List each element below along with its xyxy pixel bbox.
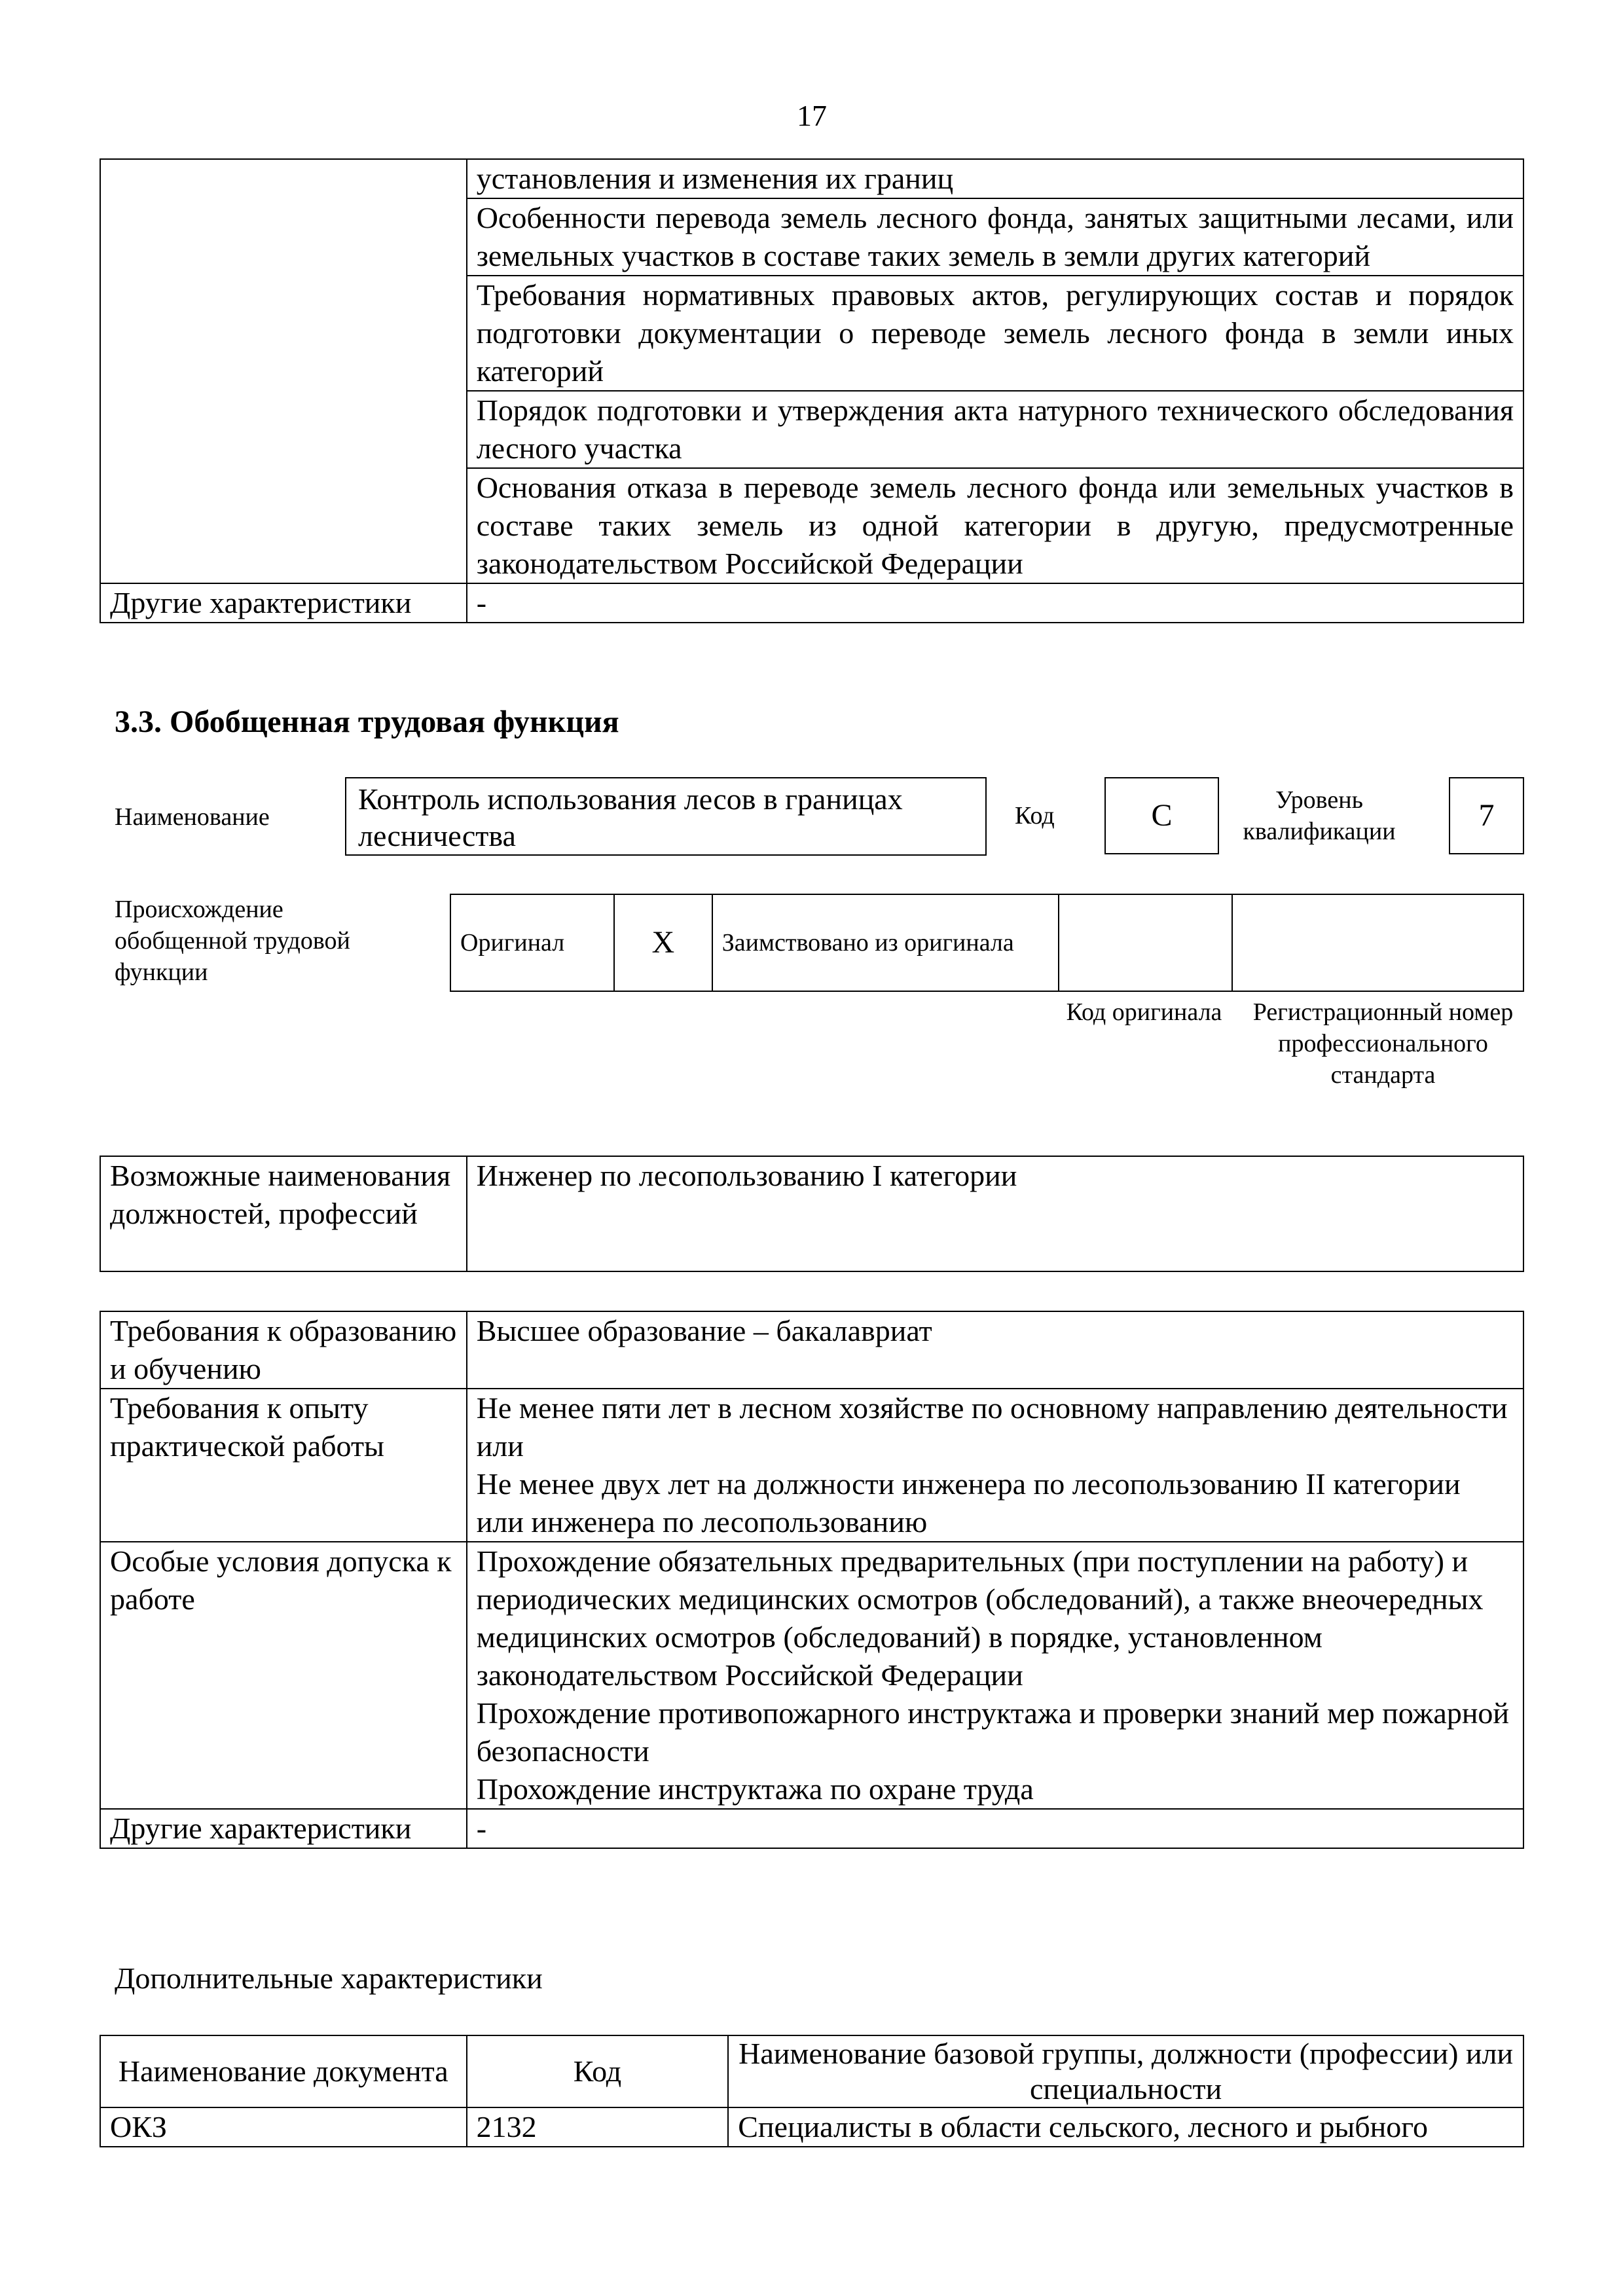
table-cell-group-name: Специалисты в области сельского, лесного и рыбного xyxy=(728,2107,1523,2147)
level-label: Уровень квалификации xyxy=(1243,786,1396,845)
other-characteristics-label: Другие характеристики xyxy=(100,583,467,623)
experience-line: или xyxy=(476,1429,524,1463)
header-code: Код xyxy=(467,2035,729,2107)
conditions-value xyxy=(467,1542,1523,1809)
requirements-table xyxy=(100,1311,1524,1849)
knowledge-row: Требования нормативных правовых актов, регулирующих состав и порядок подготовки документации о переводе земель лесного фонда в земли иных категорий xyxy=(467,276,1523,391)
name-label: Наименование xyxy=(115,803,270,831)
level-box xyxy=(1449,777,1524,854)
page-number: 17 xyxy=(797,99,827,132)
name-value: Контроль использования лесов в границах лесничества xyxy=(358,782,903,852)
code-label: Код xyxy=(1015,802,1055,829)
experience-line: Не менее двух лет на должности инженера по лесопользованию II категории или инженера по лесопользованию xyxy=(476,1467,1461,1539)
other-characteristics-value: - xyxy=(467,1809,1523,1848)
reg-number-cell xyxy=(1232,894,1523,991)
knowledge-row: установления и изменения их границ xyxy=(467,159,1523,198)
original-code-cell xyxy=(1059,894,1232,991)
section-title: 3.3. Обобщенная трудовая функция xyxy=(115,704,619,739)
experience-label: Требования к опыту практической работы xyxy=(100,1389,467,1542)
reg-caption: Регистрационный номер профессионального стандарта xyxy=(1252,998,1514,1089)
knowledge-row: Основания отказа в переводе земель лесного фонда или земельных участков в составе таких земель из одной категории в другую, предусмотренные законодательством Российской Федерации xyxy=(467,468,1523,583)
positions-label: Возможные наименования должностей, профессий xyxy=(100,1156,467,1271)
positions-value: Инженер по лесопользованию I категории xyxy=(467,1156,1523,1271)
table-cell-document: ОКЗ xyxy=(100,2107,467,2147)
education-value: Высшее образование – бакалавриат xyxy=(467,1311,1523,1389)
conditions-line: Прохождение инструктажа по охране труда xyxy=(476,1772,1034,1806)
code-box xyxy=(1104,777,1219,854)
conditions-line: Прохождение обязательных предварительных (при поступлении на работу) и периодических медицинских осмотров (обследований), а также внеочередных медицинских осмотров (обследований) в порядке, установленном законодательством Российской Федерации xyxy=(476,1544,1484,1692)
name-box xyxy=(345,777,987,856)
table-cell-code: 2132 xyxy=(467,2107,729,2147)
code-caption: Код оригинала xyxy=(1066,998,1222,1026)
additional-title: Дополнительные характеристики xyxy=(115,1961,543,1995)
other-characteristics-label: Другие характеристики xyxy=(100,1809,467,1848)
origin-label: Происхождение обобщенной трудовой функции xyxy=(115,896,350,986)
borrowed-label: Заимствовано из оригинала xyxy=(712,894,1059,991)
knowledge-row: Порядок подготовки и утверждения акта натурного технического обследования лесного участка xyxy=(467,391,1523,468)
merged-label-cell xyxy=(100,159,467,583)
code-value: C xyxy=(1151,798,1173,833)
additional-table xyxy=(100,2035,1524,2147)
other-characteristics-value: - xyxy=(467,583,1523,623)
header-document: Наименование документа xyxy=(100,2035,467,2107)
conditions-line: Прохождение противопожарного инструктажа и проверки знаний мер пожарной безопасности xyxy=(476,1696,1510,1768)
experience-line: Не менее пяти лет в лесном хозяйстве по основному направлению деятельности xyxy=(476,1391,1508,1425)
positions-table xyxy=(100,1156,1524,1272)
conditions-label: Особые условия допуска к работе xyxy=(100,1542,467,1809)
original-label: Оригинал xyxy=(450,894,614,991)
level-value: 7 xyxy=(1478,798,1495,833)
top-knowledge-table xyxy=(100,158,1524,623)
knowledge-row: Особенности перевода земель лесного фонда, занятых защитными лесами, или земельных участков в составе таких земель в земли других категорий xyxy=(467,198,1523,276)
original-mark: X xyxy=(614,894,712,991)
header-group-name: Наименование базовой группы, должности (профессии) или специальности xyxy=(728,2035,1523,2107)
education-label: Требования к образованию и обучению xyxy=(100,1311,467,1389)
experience-value xyxy=(467,1389,1523,1542)
origin-table xyxy=(450,894,1524,992)
